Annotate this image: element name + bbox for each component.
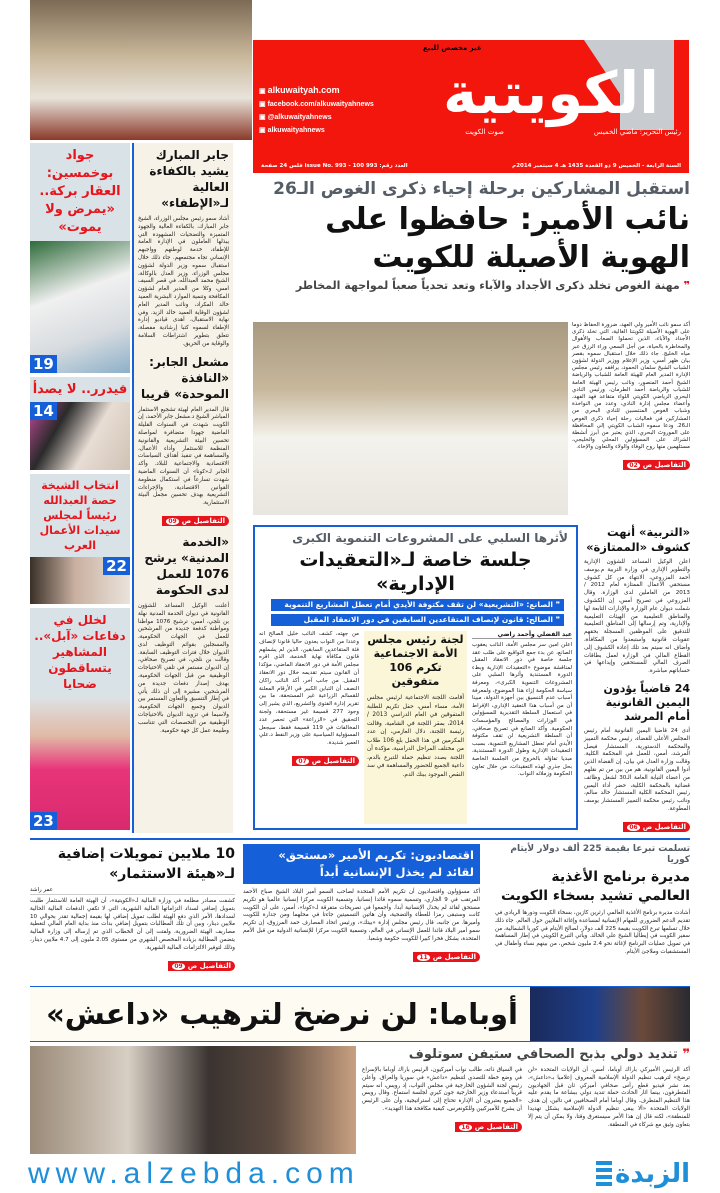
box-bar-1: ❞ الصانع: «التشريعية» لن تقف مكتوفة الأيدي أمام تعطل المشاريع التنموية (271, 599, 564, 611)
obama-photo (530, 987, 690, 1041)
divider (30, 838, 690, 840)
website-link[interactable]: ▣ alkuwaityah.com (259, 85, 340, 95)
sidebar-story-2[interactable]: فيدرر.. لا يصدأ 14 (30, 377, 130, 470)
instagram-link[interactable]: ▣ alkuwaityahnews (259, 127, 325, 134)
footer-logo: الزبدة (596, 1158, 690, 1190)
lead-header (253, 178, 690, 293)
date-line: السنة الرابعة - الخميس 9 ذو القعدة 1435 هـ 4 سبتمبر 2014م (512, 163, 681, 169)
twitter-link[interactable]: ▣ @alkuwaityahnews (259, 114, 332, 121)
box-headline: جلسة خاصة لـ«التعقيدات الإدارية» (299, 549, 532, 595)
masthead-logo: الكويتية (442, 59, 659, 127)
tagline: صوت الكويت (465, 128, 504, 136)
facebook-link[interactable]: ▣ facebook.com/alkuwaityahnews (259, 101, 374, 108)
page-badge: 22 (103, 557, 130, 575)
economists-details-link[interactable]: التفاصيل ص11 (413, 952, 480, 962)
photo-federer (30, 402, 130, 470)
quote-icon: ❞ (555, 615, 560, 624)
website-icon: ▣ (259, 88, 266, 95)
obama-details-link[interactable]: التفاصيل ص16 (455, 1122, 522, 1132)
sidebar-story-3[interactable]: انتخاب الشيخة حصة العبدالله رئيساً لمجلس سيدات الأعمال العرب 22 (30, 474, 130, 604)
footer-url[interactable]: www.alzebda.com (28, 1157, 360, 1190)
top-photo-officials (30, 0, 252, 140)
box-bar-2: ❞ الصالح: قانون لإنصاف المتقاعدين السابقين في دور الانعقاد المقبل (271, 614, 564, 626)
column-2: جابر المبارك يشيد بالكفاءة العالية لـ«الإطفاء» أشاد سمو رئيس مجلس الوزراء، الشيخ جابر المبارك، بالكفاءة العالية والجهود المتميزة والتضحيات المشهودة التي يبذلها العاملون في الإدارة العامة للإطفاء، خدمة لوطنهم وواجبهم الإنساني تجاه مجتمعهم. جاء ذلك خلال استقبال سموه وزير الدولة لشؤون مجلس الوزراء، وزير العدل بالوكالة، الشيخ محمد العبدالله، في قصر السيف امس، وكلا من المدير العام لشؤون المكافحة وتنمية الموارد البشرية العميد خالد المكراد، ونائب المدير العام لشؤون الوقاية العميد خالد الزيد. وفي نهاية الاستقبال، أهدى قياديو إدارة الإطفاء لسموه كتبا إرشادية مفصلة، تتعلق بتطوير اشتراطات السلامة والوقاية من الحريق. مشعل الجابر: «النافذة الموحدة» قريبا قال المدير العام لهيئة تشجيع الاستثمار المباشر الشيخ د.مشعل جابر الأحمد، إن الكويت شهدت في السنوات القليلة الماضية جهودا متضافرة لمواصلة تحسين البيئة التشريعية والقانونية المنظمة للاستثمار وأداء الأعمال، والمساهمة في تنفيذ أهداف السياسات الاقتصادية والاجتماعية للبلاد. وأكد الجابر لـ«كونا» أن السنوات الماضية شهدت تسارعاً في استكمال منظومة القوانين الاقتصادية، والإجراءات التشريعية بهدف تحسين مجمل البيئة الاستثمارية. التفاصيل ص09 «الخدمة المدنية» يرشح 1076 للعمل لدى الحكومة أعلنت الوكيل المساعد للشؤون القانونية في ديوان الخدمة المدنية نهلة بن نلجي، امس، ترشيح 1076 مواطنا ومواطنة كدفعة جديدة من المرشحين للعمل في الجهات الحكومية، والمسجلين بقوائم التوظيف لدى الديوان خلال فترات التوظيف السابقة. وقالت بن نلجي، في تصريح صحافي، إن الديوان مستمر في تلقي الاحتياجات الوظيفية من قبل الجهات الحكومية، بهدف إصدار دفعات جديدة من المرشحين، مشيرة إلى أن ذلك يأتي في إطار التنسيق والتعاون المستمر بين الديوان وجميع الجهات الحكومية، ولاسيما في تزويد الديوان بالاحتياجات الوظيفية من التخصصات التي تتناسب وطبيعة عمل كل جهة حكومية. (132, 143, 233, 833)
photo-man-sunglasses (30, 241, 130, 373)
box-kicker: لأثرها السلبي على المشروعات التنموية الكبرى (292, 531, 568, 545)
page-badge: 23 (30, 812, 57, 830)
obama-subhead: ❞ تنديد دولي بذبح الصحافي ستيفن سوتلوف (408, 1047, 690, 1062)
lead-headline: نائب الأمير: حافظوا على الهوية الأصيلة للكويت (325, 202, 690, 275)
kia-story: 10 ملايين تمويلات إضافية لـ«هيئة الاستثمار» عمر راشد كشفت مصادر مطلعة في وزارة المالية لـ«الكويتية»، أن الهيئة العامة للاستثمار طلبت بتمويل إضافي لسداد التزاماتها المالية الشهرية، التي لا تكفي الدفعات المالية الحالية لسدادها، الأمر الذي دفع الهيئة لطلب تمويل إضافي لها بقيمة إجمالية تقدر بحوالي 10 ملايين دينار، وبين أن تلك المطالبات بتمويل إضافي بدأت منذ بداية العام المالي لتغطية مصاريف الهيئة الضرورية، ولفتت إلى أن الخطاب الذي تم إرساله إلى وزارة المالية يتضمن المطالبة بزيادة المخصص الشهري من مستوى 2.05 مليون إلى 4.7 ملايين دينار، وذلك لتوفير الالتزامات المالية الشهرية. التفاصيل ص09 (30, 846, 235, 970)
economists-story: اقتصاديون: تكريم الأمير «مستحق» لقائد لم يخذل الإنسانية أبداً أكد مسؤولون واقتصاديون أن تكريم الأمم المتحدة لصاحب السمو أمير البلاد الشيخ صباح الأحمد المرتقب في 9 الجاري، وتسمية سموه قائدا إنسانيا، وتسمية الكويت مركزا إنسانيا عالميا هو تكريم مستحق لقائد لم يخذل الإنسانية أبدا. وأجمعوا في تصريحات متفرقة لـ«كونا»، أمس، على أن الكويت كانت وستبقى رمزا للعطاء والتضحية، وأن هاتين التسميتين جاءتا في محلهما ومن جدارة للكويت وأميرها. من جانبه، قال رئيس مجلس إدارة «بيتك»، ورئيس اتحاد المصارف حمد المرزوق، إن تكريم سمو أمير البلاد قائدا للعمل الإنساني في العالم، وتسمية الكويت مركزا للإنسانية الدولية من قبل الأمم المتحدة، يشكل فخرا كبيرا للكويت حكومة وشعبا. التفاصيل ص11 (243, 844, 480, 963)
wfp-story: تسلمت تبرعا بقيمة 225 ألف دولار لأيتام كوريا مديرة برنامج الأغذية العالمي تشيد بسخاء الكويت أشادت مديرة برنامج الأغذية العالمي ارثرين كازين، بسخاء الكويت ودورها الريادي في تقديم الدعم الضروري للمهام الإنسانية لمساعدة وإغاثة الملايين حول العالم. جاء ذلك خلال تسلمها تبرع الكويت بقيمة 225 ألف دولار، لصالح الأيتام في كوريا الشمالية، من سفير الكويت في إيطاليا الشيخ علي الخالد. ويأتي التبرع الكويتي في إطار المساهمة في تمويل عمليات البرنامج لإغاثة نحو 2.4 مليون شخص، من بينهم نساء وأطفال في المستشفيات وملاجئ الأيتام. (494, 844, 690, 955)
social-links (259, 84, 374, 137)
lead-text: أكد سمو نائب الأمير ولي العهد، ضرورة الحفاظ دوما على الهوية الأصيلة لكويتنا الغالية، التي تخلد ذكرى الأجداد والآباء، الذين تحملوا الصعاب والأهوال والمخاطرة بالحياة، من أجل السعي وراء الرزق عبر مياه الخليج. جاء ذلك خلال استقبال سموه بقصر بيان ظهر أمس، وزير الإعلام ووزير الدولة لشؤون الشباب الشيخ سلمان الحمود، يرافقه رئيس مجلس الإدارة المدير العام للهيئة العامة للشباب والرياضة الشيخ أحمد المنصور، ونائب رئيس الهيئة العامة للشباب والرياضة أحمد الطرمان، ورئيس النادي البحري الرياضي الكويتي اللواء متقاعد فهد الفهد، وأعضاء مجلس إدارة النادي، وعدد من النواخذة وشباب الغوص المنتسبين للنادي البحري من المشاركين في فعاليات رحلة إحياء ذكرى الغوص الـ26. ودعا سموه الشباب الكويتي إلى المحافظة على الموروث البحري، الذي يعتبر من أبرز أنشطة الشراك على المسؤولين المحلي والخليجي، مستلهمين منها روح الوفاء والولاء والتعاون والإخاء. التفاصيل ص02 (572, 322, 690, 469)
quote-icon: ❞ (683, 279, 690, 292)
masthead (253, 40, 689, 173)
parliament-box: لأثرها السلبي على المشروعات التنموية الكبرى جلسة خاصة لـ«التعقيدات الإدارية» ❞ الصانع: «التشريعية» لن تقف مكتوفة الأيدي أمام تعطل المشاريع التنموية ❞ الصالح: قانون لإنصاف المتقاعدين السابقين في دور الانعقاد المقبل عبد الفضلي وأحمد راضي اعلن امين سر مجلس الأمة، النائب يعقوب الصانع، عن بدء جمع التواقيع على طلب عقد جلسة خاصة في دور الانعقاد المقبل لمناقشة موضوع «التعقيدات الإدارية وبطء الدورة المستندية وأثرها السلبي على المشروعات التنموية الكبرى»، ومعرفة سياسة الحكومة إزاء هذا الموضوع، ولمعرفة أسباب عدم التنسيق بين أجهزة الدولة، مبينا أن من أسباب هذا التعقيد الإداري، الإفراط في استعمال السلطة التقديرية للمسؤولين في الوزارات والمصالح والمؤسسات الحكومية. وأكد الصانع في تصريح صحافي، أن السلطة التشريعية لن تقف مكتوفة الأيدي أمام تعطل المشاريع التنموية، بسبب التعقيدات الإدارية وطول الدورة المستندية، مبديا تفاؤله بالخروج من الجلسة الخاصة بحل جذري لهذه التعقيدات، من خلال تعاون الحكومة وزملائه النواب. لجنة رئيس مجلس الأمة الاجتماعية تكرم 106 متفوقين أقامت اللجنة الاجتماعية لرئيس مجلس الأمة، مساء أمس، حفل تكريم للطلبة المتفوقين في العام الدراسي 2013 / 2014، بمقر اللجنة في الشامية. وقالت رئيسة اللجنة، دلال العازمي، إن عدد المكرمين في هذا الحفل بلغ 106 طلاب من مختلف المراحل الدراسية، مؤكدة أن اللجنة بصدد تنظيم حملة للتبرع بالدم، داعية الجميع للحضور والمساهمة في سد النقص الموجود ببنك الدم. من جهته، كشف النائب خليل الصالح انه وعددا من النواب يعدون حاليا قانونا لإنصاف فئة المتقاعدين السابقين، الذين لم يشملهم قانون مكافأة نهاية الخدمة، الذي اقره مجلس الأمة في دور الانعقاد الماضي، مؤكدا أن القانون سيتم تقديمه خلال دور الانعقاد المقبل. من جانب آخر، أكد النائب راكان النصف أن التباين الكبير في الأرقام المعلنة للقسائم الزراعية غير المستحقة، ما بين تقرير إدارة الفتوى والتشريع، الذي يشير إلى وجود 277 قسيمة غير مستحقة، ولجنة التحقيق في «الزراعة» التي تحصر عدد المخالفات في 119 قسيمة فقط، سيجعل المسؤولية السياسية على وزير النفط د.علي العمير شديدة. التفاصيل ص07 (253, 525, 578, 830)
mid-headline: لجنة رئيس مجلس الأمة الاجتماعية تكرم 106 متفوقين (367, 633, 464, 688)
photo-actress (30, 696, 130, 830)
right-details-link[interactable]: التفاصيل ص06 (623, 822, 690, 832)
issue-line: العدد رقم: 993 issue No. 993 - 100 فلس 24 صفحة (261, 163, 408, 169)
obama-banner (30, 986, 690, 1042)
lead-photo-ceremony (253, 322, 568, 515)
box-details-link[interactable]: التفاصيل ص07 (292, 756, 359, 766)
quote-icon: ❞ (682, 1047, 690, 1062)
page-badge: 19 (30, 355, 57, 373)
sidebar-story-1[interactable]: جواد بوخمسين: العقار بركة.. «يمرض ولا يموت» 19 (30, 143, 130, 373)
right-column: «التربية» أنهت كشوف «الممتازة» اعلن الوكيل المساعد للشؤون الإدارية والتطوير الإداري في وزارة التربية م.يوسف أحمد المزروعي، الانتهاء من كل كشوف مستحقي الأعمال الممتازة لعام 2012 / 2013 من العاملين لدى الوزارة. وقال المزروعي في تصريح أمس، إن الكشوف شملت ديوان عام الوزارة والإدارات التابعة لها والمناطق التعليمية من الهيئات التعليمية والإدارية، وتم إرسالها إلى المناطق التعليمية للتدقيق على الموظفين المسجلة بحقهم عقوبات قانونية واستبعدوا من المكافأة، وأضاف انه سيتم بعد تلك إعادة الكشوف إلى القطاع المالي في الوزارة لعمل بطاقات الصرف المالي للمستحقين وإيداعها في حساباتهم مباشرة. 24 قاضياً يؤدون اليمين القانونية أمام المرشد أدى 24 قاضيا اليمين القانونية أمام رئيس المجلس الأعلى للقضاء، رئيس محكمة التمييز والمحكمة الدستورية، المستشار فيصل المرشد، أمس، للعمل في المحكمة الكلية. وقالت وزارة العدل في بيان، إن القضاة الذين أدوا اليمين القانونية، هم من بين من تم نقلهم من أعضاء النيابة العامة الـ30 لشغل وظائف قضائية بالمحكمة الكلية، حضر أداء اليمين رئيس المحكمة الكلية المستشار خالد سالم، ونائب رئيس محكمة التمييز المستشار يوسف المطوعة. التفاصيل ص06 (584, 525, 690, 831)
photo-sheikha-hessa (30, 557, 130, 604)
lead-details-link[interactable]: التفاصيل ص02 (623, 460, 690, 470)
editor-in-chief: رئيس التحرير: ماضي الخميس (593, 128, 681, 136)
lead-kicker: استقبل المشاركين برحلة إحياء ذكرى الغوص الـ26 (273, 179, 690, 199)
col2-details-link[interactable]: التفاصيل ص09 (162, 516, 229, 526)
logo-lines-icon (596, 1161, 612, 1187)
obama-headline: أوباما: لن نرضخ لترهيب «داعش» (46, 997, 518, 1031)
facebook-icon: ▣ (259, 101, 266, 108)
not-for-sale: غير مخصص للبيع (423, 44, 482, 52)
militants-photo (30, 1046, 356, 1154)
page-badge: 14 (30, 402, 57, 420)
twitter-icon: ▣ (259, 114, 266, 121)
instagram-icon: ▣ (259, 127, 266, 134)
byline: عبد الفضلي وأحمد راضي (472, 631, 572, 639)
quote-icon: ❞ (555, 600, 560, 609)
lead-subhead: ❞ مهنة الغوص تخلد ذكرى الأجداد والآباء وتعد تحدياً صعباً لمواجهة المخاطر (295, 279, 690, 292)
sidebar-story-4[interactable]: لخلل في دفاعات «آبل».. المشاهير يتساقطون ضحايا 23 (30, 608, 130, 830)
kia-details-link[interactable]: التفاصيل ص09 (168, 961, 235, 971)
